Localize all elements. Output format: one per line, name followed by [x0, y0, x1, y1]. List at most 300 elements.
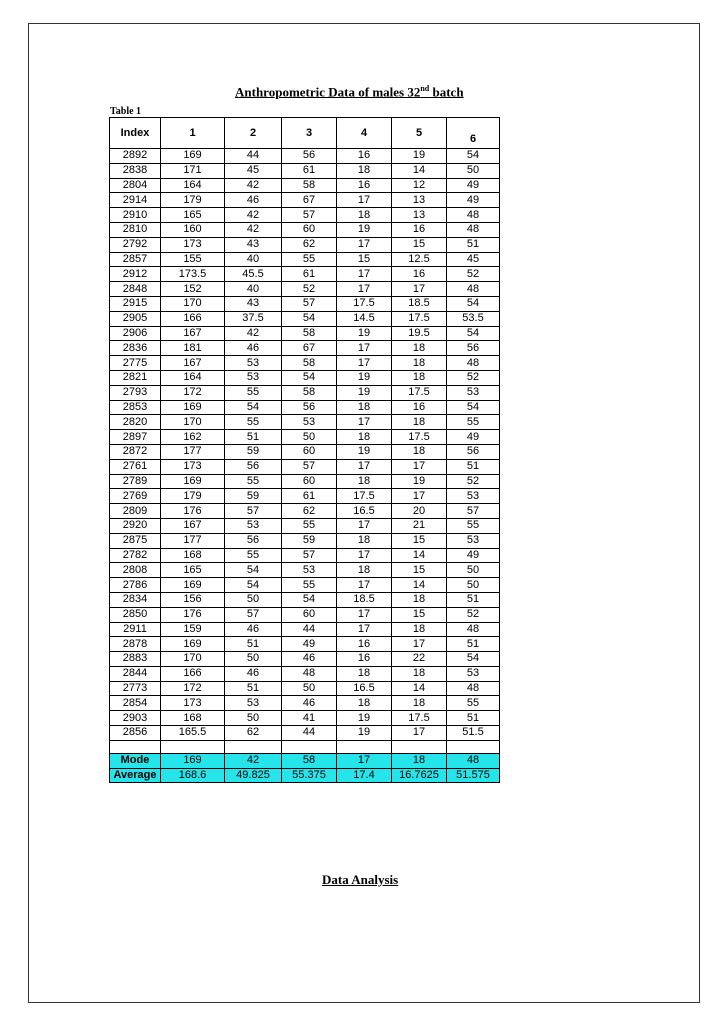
table-cell: 160 [161, 222, 225, 237]
table-cell: 18 [337, 563, 392, 578]
table-row [110, 533, 500, 548]
anthropometric-table [109, 117, 500, 783]
table-cell: 18 [337, 696, 392, 711]
table-cell: 19 [337, 444, 392, 459]
table-cell: 166 [161, 666, 225, 681]
table-cell: 48 [282, 666, 337, 681]
table-cell: 40 [225, 282, 282, 297]
row-label-cell: 2804 [110, 178, 161, 193]
table-cell: 170 [161, 415, 225, 430]
table-cell: 167 [161, 356, 225, 371]
table-cell: 55 [282, 252, 337, 267]
table-cell: 19 [337, 326, 392, 341]
table-cell: 169 [161, 149, 225, 164]
table-cell: 53 [447, 666, 500, 681]
header-col-4: 4 [337, 118, 392, 149]
table-cell: 12 [392, 178, 447, 193]
table-cell: 165 [161, 563, 225, 578]
table-cell: 60 [282, 474, 337, 489]
table-cell: 49 [447, 430, 500, 445]
table-row [110, 459, 500, 474]
row-label-cell: 2903 [110, 711, 161, 726]
table-cell: 162 [161, 430, 225, 445]
table-cell: 55.375 [282, 768, 337, 783]
table-cell: 50 [225, 711, 282, 726]
table-cell: 181 [161, 341, 225, 356]
table-cell: 155 [161, 252, 225, 267]
table-cell: 17 [337, 518, 392, 533]
table-cell: 18 [337, 208, 392, 223]
table-cell: 53 [225, 518, 282, 533]
table-cell: 53 [447, 385, 500, 400]
table-cell: 17.5 [337, 296, 392, 311]
table-cell: 42 [225, 753, 282, 768]
table-cell: 169 [161, 637, 225, 652]
table-cell: 173.5 [161, 267, 225, 282]
row-label-cell: 2911 [110, 622, 161, 637]
table-cell: 17 [337, 415, 392, 430]
table-cell: 52 [447, 474, 500, 489]
table-row [110, 548, 500, 563]
table-row [110, 370, 500, 385]
table-cell: 55 [447, 696, 500, 711]
table-row [110, 267, 500, 282]
table-row [110, 666, 500, 681]
table-row [110, 252, 500, 267]
table-cell: 172 [161, 681, 225, 696]
table-cell: 37.5 [225, 311, 282, 326]
table-cell: 55 [447, 518, 500, 533]
table-cell: 14 [392, 681, 447, 696]
row-label-cell: 2789 [110, 474, 161, 489]
table-cell: 62 [282, 237, 337, 252]
table-cell: 56 [447, 341, 500, 356]
table-row [110, 326, 500, 341]
table-cell: 48 [447, 282, 500, 297]
table-cell: 62 [225, 726, 282, 741]
table-cell: 48 [447, 753, 500, 768]
table-cell: 17.5 [392, 311, 447, 326]
table-header-row [110, 118, 500, 149]
table-cell: 17 [337, 548, 392, 563]
table-cell: 17 [337, 459, 392, 474]
table-cell: 18 [392, 753, 447, 768]
table-cell: 55 [225, 415, 282, 430]
table-cell: 19 [337, 385, 392, 400]
table-cell: 54 [282, 311, 337, 326]
table-cell: 15 [392, 563, 447, 578]
table-cell: 46 [225, 341, 282, 356]
table-cell: 49.825 [225, 768, 282, 783]
table-cell: 19 [392, 149, 447, 164]
table-cell: 169 [161, 400, 225, 415]
table-cell: 48 [447, 222, 500, 237]
table-cell: 49 [447, 193, 500, 208]
table-cell: 46 [225, 622, 282, 637]
table-cell: 16 [337, 652, 392, 667]
table-cell: 14.5 [337, 311, 392, 326]
table-cell: 165.5 [161, 726, 225, 741]
table-cell: 19 [337, 222, 392, 237]
table-cell: 44 [282, 622, 337, 637]
table-cell: 43 [225, 296, 282, 311]
table-cell: 48 [447, 208, 500, 223]
row-label-cell: 2850 [110, 607, 161, 622]
table-cell: 48 [447, 622, 500, 637]
table-cell: 57 [282, 459, 337, 474]
table-cell: 170 [161, 652, 225, 667]
table-cell: 17 [337, 237, 392, 252]
table-cell: 50 [282, 430, 337, 445]
table-row [110, 193, 500, 208]
table-cell: 164 [161, 370, 225, 385]
table-cell: 52 [447, 267, 500, 282]
table-cell: 20 [392, 504, 447, 519]
table-cell: 50 [225, 592, 282, 607]
table-cell: 19 [337, 711, 392, 726]
table-cell: 16 [392, 267, 447, 282]
table-cell: 18 [392, 370, 447, 385]
table-cell: 49 [447, 178, 500, 193]
table-cell: 54 [447, 296, 500, 311]
table-cell: 17.4 [337, 768, 392, 783]
table-cell: 156 [161, 592, 225, 607]
table-cell: 55 [282, 578, 337, 593]
table-cell: 53 [225, 696, 282, 711]
table-cell: 179 [161, 193, 225, 208]
table-cell: 58 [282, 385, 337, 400]
table-cell: 18 [337, 666, 392, 681]
row-label-cell: 2920 [110, 518, 161, 533]
table-cell: 19 [337, 726, 392, 741]
table-cell: 45 [447, 252, 500, 267]
table-cell: 40 [225, 252, 282, 267]
row-label-cell: 2769 [110, 489, 161, 504]
table-cell: 51 [447, 237, 500, 252]
table-cell: 53 [282, 415, 337, 430]
table-cell: 50 [447, 578, 500, 593]
table-row [110, 149, 500, 164]
table-row [110, 311, 500, 326]
table-label: Table 1 [110, 106, 142, 117]
table-cell: 21 [392, 518, 447, 533]
table-cell: 16.5 [337, 504, 392, 519]
row-label-cell: 2782 [110, 548, 161, 563]
table-cell: 51 [447, 637, 500, 652]
table-cell: 59 [225, 489, 282, 504]
section-heading: Data Analysis [322, 872, 399, 887]
table-cell: 58 [282, 326, 337, 341]
table-cell: 44 [225, 149, 282, 164]
table-cell: 171 [161, 163, 225, 178]
table-cell: 57 [282, 208, 337, 223]
table-cell: 60 [282, 444, 337, 459]
table-cell: 52 [447, 607, 500, 622]
table-cell: 18.5 [337, 592, 392, 607]
table-cell: 46 [282, 652, 337, 667]
table-cell: 17 [337, 193, 392, 208]
table-cell: 53.5 [447, 311, 500, 326]
table-row [110, 400, 500, 415]
table-row [110, 237, 500, 252]
table-cell: 53 [225, 370, 282, 385]
table-cell: 56 [282, 149, 337, 164]
row-label-cell: 2821 [110, 370, 161, 385]
table-cell: 19 [392, 474, 447, 489]
table-cell: 59 [282, 533, 337, 548]
table-row [110, 726, 500, 741]
table-cell: 17 [392, 637, 447, 652]
table-cell: 62 [282, 504, 337, 519]
row-label-cell: 2793 [110, 385, 161, 400]
table-cell: 44 [282, 726, 337, 741]
row-label-cell: Mode [110, 753, 161, 768]
table-cell: 17 [337, 578, 392, 593]
row-label-cell: 2857 [110, 252, 161, 267]
table-cell: 18.5 [392, 296, 447, 311]
table-cell: 16 [392, 222, 447, 237]
table-cell: 172 [161, 385, 225, 400]
table-cell: 18 [392, 356, 447, 371]
header-col-5: 5 [392, 118, 447, 149]
table-cell: 173 [161, 459, 225, 474]
table-cell: 13 [392, 208, 447, 223]
table-cell: 15 [392, 533, 447, 548]
row-label-cell: 2834 [110, 592, 161, 607]
table-cell: 45.5 [225, 267, 282, 282]
table-cell: 15 [337, 252, 392, 267]
row-label-cell: 2836 [110, 341, 161, 356]
table-cell: 50 [447, 563, 500, 578]
table-cell: 15 [392, 237, 447, 252]
table-row [110, 681, 500, 696]
table-cell: 179 [161, 489, 225, 504]
row-label-cell: 2775 [110, 356, 161, 371]
row-label-cell: Average [110, 768, 161, 783]
row-label-cell: 2773 [110, 681, 161, 696]
table-cell: 52 [447, 370, 500, 385]
table-cell: 42 [225, 178, 282, 193]
row-label-cell: 2915 [110, 296, 161, 311]
table-cell: 67 [282, 341, 337, 356]
table-cell: 57 [447, 504, 500, 519]
table-row [110, 385, 500, 400]
table-cell: 57 [225, 504, 282, 519]
header-col-3: 3 [282, 118, 337, 149]
table-cell: 17 [392, 459, 447, 474]
table-cell: 42 [225, 222, 282, 237]
title-superscript: nd [420, 84, 430, 93]
table-cell: 60 [282, 607, 337, 622]
table-row [110, 518, 500, 533]
table-cell: 176 [161, 504, 225, 519]
row-label-cell: 2848 [110, 282, 161, 297]
table-cell: 177 [161, 444, 225, 459]
table-cell: 51 [225, 681, 282, 696]
table-cell: 54 [282, 592, 337, 607]
row-label-cell: 2906 [110, 326, 161, 341]
table-cell: 17 [337, 753, 392, 768]
table-cell: 57 [225, 607, 282, 622]
table-cell: 17 [337, 607, 392, 622]
table-cell: 61 [282, 489, 337, 504]
table-cell: 17 [392, 726, 447, 741]
table-row [110, 592, 500, 607]
table-cell: 46 [282, 696, 337, 711]
table-cell: 177 [161, 533, 225, 548]
table-cell: 17 [337, 282, 392, 297]
page-title: Anthropometric Data of males 32nd batch [235, 84, 464, 100]
table-cell: 59 [225, 444, 282, 459]
table-row [110, 178, 500, 193]
table-cell: 18 [337, 533, 392, 548]
table-row [110, 563, 500, 578]
table-cell: 55 [282, 518, 337, 533]
table-cell: 56 [447, 444, 500, 459]
table-cell: 58 [282, 178, 337, 193]
table-row [110, 622, 500, 637]
table-row [110, 163, 500, 178]
table-cell: 17 [337, 622, 392, 637]
table-cell: 54 [447, 149, 500, 164]
table-row [110, 652, 500, 667]
table-row [110, 696, 500, 711]
table-cell: 17 [392, 282, 447, 297]
header-col-2: 2 [225, 118, 282, 149]
table-cell: 55 [447, 415, 500, 430]
table-row [110, 282, 500, 297]
summary-row [110, 768, 500, 783]
table-cell: 19.5 [392, 326, 447, 341]
table-cell: 173 [161, 696, 225, 711]
table-cell: 51 [225, 637, 282, 652]
table-cell: 48 [447, 681, 500, 696]
table-cell: 18 [392, 341, 447, 356]
table-cell: 51 [447, 459, 500, 474]
table-row [110, 504, 500, 519]
table-cell: 58 [282, 356, 337, 371]
table-cell: 168.6 [161, 768, 225, 783]
table-cell: 165 [161, 208, 225, 223]
table-cell: 50 [225, 652, 282, 667]
table-cell: 14 [392, 548, 447, 563]
table-cell: 54 [447, 652, 500, 667]
table-cell: 152 [161, 282, 225, 297]
table-cell: 42 [225, 208, 282, 223]
table-cell: 18 [337, 474, 392, 489]
table-cell: 19 [337, 370, 392, 385]
table-cell: 14 [392, 163, 447, 178]
row-label-cell: 2838 [110, 163, 161, 178]
table-cell: 43 [225, 237, 282, 252]
table-row [110, 415, 500, 430]
table-row [110, 578, 500, 593]
table-cell: 51 [447, 592, 500, 607]
row-label-cell: 2905 [110, 311, 161, 326]
table-cell: 18 [392, 415, 447, 430]
row-label-cell: 2892 [110, 149, 161, 164]
table-cell: 58 [282, 753, 337, 768]
table-cell: 17.5 [392, 385, 447, 400]
table-row [110, 711, 500, 726]
table-cell: 57 [282, 548, 337, 563]
summary-row [110, 753, 500, 768]
table-cell: 22 [392, 652, 447, 667]
table-cell: 50 [447, 163, 500, 178]
table-cell: 54 [225, 578, 282, 593]
table-cell: 49 [282, 637, 337, 652]
table-cell: 46 [225, 666, 282, 681]
spacer-row [110, 740, 500, 753]
table-cell: 168 [161, 711, 225, 726]
table-row [110, 208, 500, 223]
table-cell: 54 [282, 370, 337, 385]
table-cell: 54 [447, 326, 500, 341]
row-label-cell: 2853 [110, 400, 161, 415]
table-cell: 167 [161, 518, 225, 533]
row-label-cell: 2883 [110, 652, 161, 667]
table-cell: 51 [447, 711, 500, 726]
table-cell: 61 [282, 267, 337, 282]
table-cell: 56 [282, 400, 337, 415]
row-label-cell: 2854 [110, 696, 161, 711]
table-cell: 14 [392, 578, 447, 593]
table-cell: 49 [447, 548, 500, 563]
table-row [110, 222, 500, 237]
table-cell: 16 [337, 149, 392, 164]
row-label-cell: 2878 [110, 637, 161, 652]
table-cell: 51 [225, 430, 282, 445]
table-cell: 18 [337, 430, 392, 445]
table-cell: 53 [225, 356, 282, 371]
table-row [110, 637, 500, 652]
table-cell: 164 [161, 178, 225, 193]
row-label-cell: 2792 [110, 237, 161, 252]
table-cell: 169 [161, 474, 225, 489]
table-cell: 18 [392, 666, 447, 681]
table-cell: 17 [337, 341, 392, 356]
table-cell: 17 [337, 356, 392, 371]
table-cell: 56 [225, 533, 282, 548]
row-label-cell: 2810 [110, 222, 161, 237]
table-cell: 41 [282, 711, 337, 726]
table-cell: 168 [161, 548, 225, 563]
table-cell: 50 [282, 681, 337, 696]
table-cell: 53 [447, 489, 500, 504]
table-cell: 17.5 [392, 430, 447, 445]
table-row [110, 607, 500, 622]
table-cell: 67 [282, 193, 337, 208]
table-cell: 16 [337, 637, 392, 652]
table-cell: 18 [392, 444, 447, 459]
table-cell: 16.7625 [392, 768, 447, 783]
table-cell: 12.5 [392, 252, 447, 267]
row-label-cell: 2856 [110, 726, 161, 741]
table-cell: 57 [282, 296, 337, 311]
table-cell: 170 [161, 296, 225, 311]
row-label-cell: 2914 [110, 193, 161, 208]
table-cell: 55 [225, 474, 282, 489]
table-row [110, 356, 500, 371]
table-cell: 159 [161, 622, 225, 637]
table-cell: 16 [392, 400, 447, 415]
table-cell: 46 [225, 193, 282, 208]
table-cell: 53 [282, 563, 337, 578]
table-cell: 13 [392, 193, 447, 208]
table-cell: 61 [282, 163, 337, 178]
table-cell: 55 [225, 548, 282, 563]
row-label-cell: 2872 [110, 444, 161, 459]
